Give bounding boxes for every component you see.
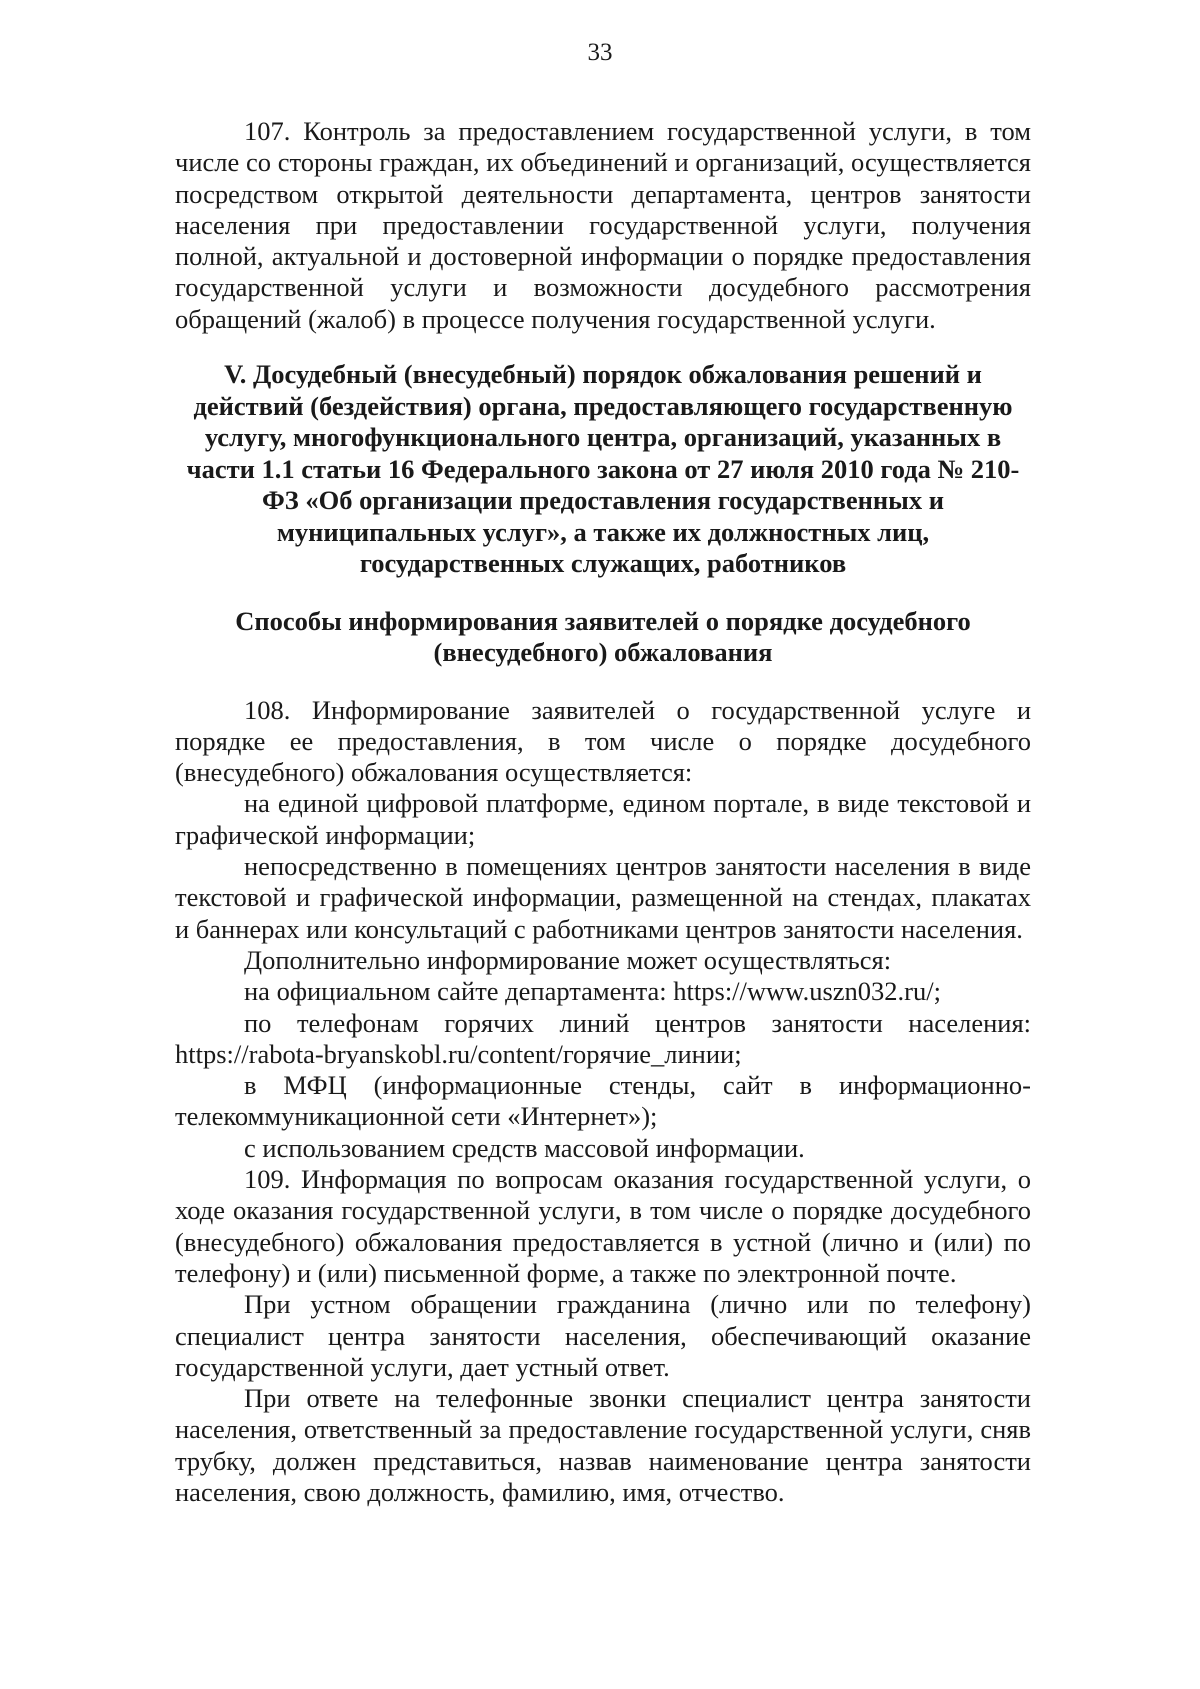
document-body — [175, 116, 1031, 1508]
page-number: 33 — [587, 39, 613, 66]
list-item-mass-media: с использованием средств массовой информации. — [244, 1132, 805, 1163]
section-heading: V. Досудебный (внесудебный) порядок обжалования решений и действий (бездействия) органа, предоставляющего государственную услугу, многофункционального центра, организаций, указанных в части 1.1 статьи 16 Федерального закона от 27 июля 2010 года № 210-ФЗ «Об организации предоставления государственных и муниципальных услуг», а также их должностных лиц, государственных служащих, работников — [186, 359, 1020, 579]
list-item-official-site: на официальном сайте департамента: https://www.uszn032.ru/; — [244, 976, 941, 1007]
paragraph-107: 107. Контроль за предоставлением государственной услуги, в том числе со стороны граждан, их объединений и организаций, осуществляется посредством открытой деятельности департамента, центров занятости населения при предоставлении государственной услуги, получения полной, актуальной и достоверной информации о порядке предоставления государственной услуги и возможности досудебного рассмотрения обращений (жалоб) в процессе получения государственной услуги. — [175, 116, 1031, 334]
list-item-employment-centers: непосредственно в помещениях центров занятости населения в виде текстовой и графической информации, размещенной на стендах, плакатах и баннерах или консультаций с работниками центров занятости населения. — [175, 851, 1031, 944]
paragraph-oral-request: При устном обращении гражданина (лично или по телефону) специалист центра занятости населения, обеспечивающий оказание государственной услуги, дает устный ответ. — [175, 1289, 1031, 1382]
paragraph-phone-calls: При ответе на телефонные звонки специалист центра занятости населения, ответственный за предоставление государственной услуги, сняв трубку, должен представиться, назвав наименование центра занятости населения, свою должность, фамилию, имя, отчество. — [175, 1383, 1031, 1507]
subsection-heading: Способы информирования заявителей о порядке досудебного (внесудебного) обжалования — [235, 605, 971, 668]
list-item-unified-platform: на единой цифровой платформе, едином портале, в виде текстовой и графической информации; — [175, 788, 1031, 850]
list-item-hotlines: по телефонам горячих линий центров занятости населения: https://rabota-bryanskobl.ru/content/горячие_линии; — [175, 1007, 1031, 1069]
paragraph-109: 109. Информация по вопросам оказания государственной услуги, о ходе оказания государственной услуги, в том числе о порядке досудебного (внесудебного) обжалования предоставляется в устной (лично и (или) по телефону) и (или) письменной форме, а также по электронной почте. — [175, 1164, 1031, 1288]
list-item-mfc: в МФЦ (информационные стенды, сайт в информационно-телекоммуникационной сети «Интернет»); — [175, 1070, 1031, 1132]
paragraph-108: 108. Информирование заявителей о государственной услуге и порядке ее предоставления, в том числе о порядке досудебного (внесудебного) обжалования осуществляется: — [175, 694, 1031, 788]
paragraph-additional-info: Дополнительно информирование может осуществляться: — [244, 944, 892, 975]
